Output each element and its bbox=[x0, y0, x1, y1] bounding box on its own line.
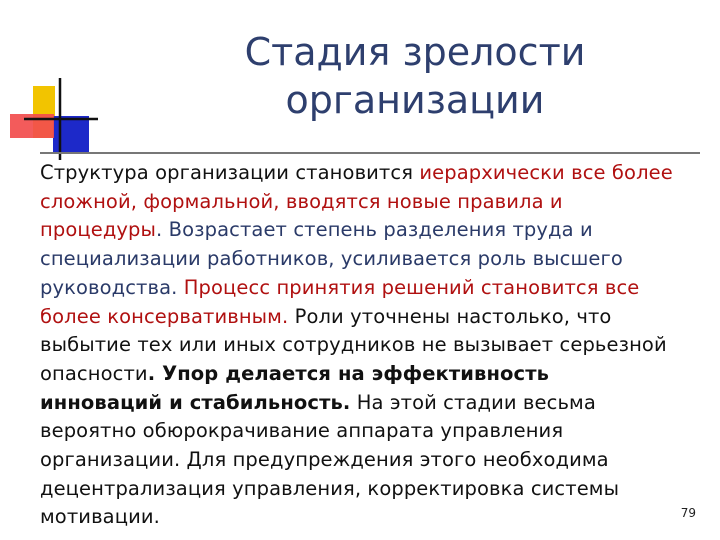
body-text-segment: процедуры bbox=[40, 218, 157, 242]
body-text-segment: Роли уточнены настолько, что bbox=[288, 304, 612, 328]
body-text-segment: руководства. bbox=[40, 275, 184, 299]
body-text-segment: децентрализация управления, корректировка системы bbox=[40, 476, 620, 500]
body-text-segment: . Возрастает степень разделения труда и bbox=[156, 218, 593, 242]
body-text-segment: . Упор делается на эффективность bbox=[147, 361, 550, 385]
slide-body-text bbox=[40, 159, 712, 532]
body-text-segment: сложной, формальной, вводятся новые правила и bbox=[40, 189, 563, 213]
body-line bbox=[40, 360, 712, 389]
body-line bbox=[40, 331, 712, 360]
slide-title-line-2: организации bbox=[285, 78, 545, 122]
slide-title-line-1: Стадия зрелости bbox=[244, 30, 586, 74]
bauhaus-squares-icon bbox=[0, 0, 100, 160]
body-line bbox=[40, 417, 712, 446]
body-text-segment: специализации работников, усиливается роль высшего bbox=[40, 247, 623, 271]
slide-title bbox=[160, 28, 670, 124]
body-text-segment: более консервативным. bbox=[40, 304, 289, 328]
body-text-segment: вероятно обюрокрачивание аппарата управления bbox=[40, 419, 564, 443]
body-line bbox=[40, 245, 712, 274]
body-text-segment: инноваций и стабильность. bbox=[40, 390, 351, 414]
body-text-segment: Процесс принятия решений становится все bbox=[183, 275, 640, 299]
body-line bbox=[40, 188, 712, 217]
body-text-segment: выбытие тех или иных сотрудников не вызывает серьезной bbox=[40, 333, 667, 357]
body-line bbox=[40, 446, 712, 475]
page-number: 79 bbox=[680, 506, 696, 520]
body-line bbox=[40, 216, 712, 245]
title-divider bbox=[40, 152, 700, 154]
body-line bbox=[40, 475, 712, 504]
body-line bbox=[40, 503, 712, 532]
body-line bbox=[40, 389, 712, 418]
body-text-segment: мотивации. bbox=[40, 505, 160, 529]
body-line bbox=[40, 303, 712, 332]
body-text-segment: Структура организации становится bbox=[40, 161, 420, 184]
body-text-segment: иерархически все более bbox=[419, 161, 673, 184]
body-line bbox=[40, 274, 712, 303]
body-text-segment: организации. Для предупреждения этого необходима bbox=[40, 448, 609, 472]
body-text-segment: На этой стадии весьма bbox=[350, 390, 596, 414]
body-line bbox=[40, 159, 712, 188]
body-text-segment: опасности bbox=[40, 361, 148, 385]
